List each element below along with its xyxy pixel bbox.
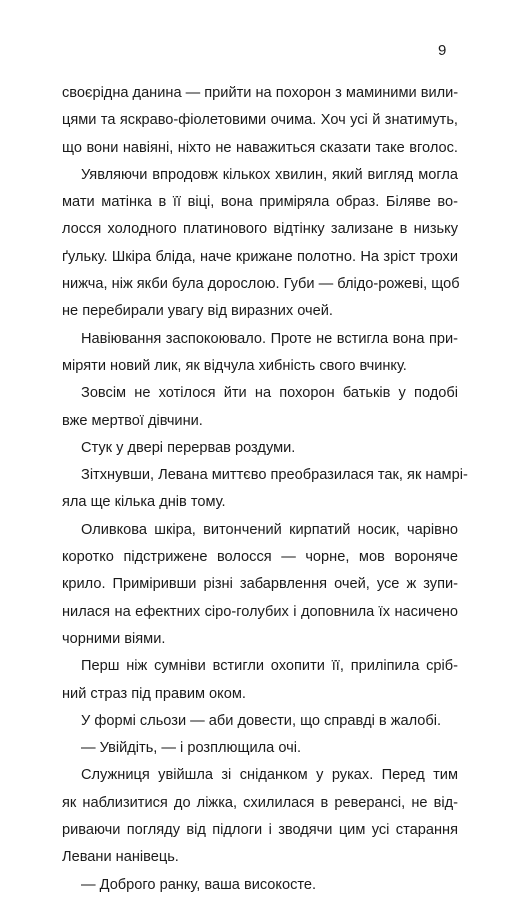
text-line: Служниця увійшла зі сніданком у руках. Перед тим [81, 767, 458, 784]
text-line: Оливкова шкіра, витончений кирпатий носик, чарівно [81, 521, 458, 538]
text-line: — Доброго ранку, ваша високосте. [81, 876, 317, 893]
page-number: 9 [438, 42, 447, 59]
text-line: Перш ніж сумніви встигли охопити її, приліпила сріб- [81, 658, 458, 675]
text-line: — Увійдіть, — і розплющила очі. [81, 740, 302, 757]
text-line: крило. Приміривши різні забарвлення очей, усе ж зупи- [62, 576, 458, 593]
text-line: своєрідна данина — прийти на похорон з маминими вили- [62, 85, 459, 101]
text-line: не перебирали увагу від виразних очей. [62, 303, 333, 320]
text-line: Уявляючи впродовж кількох хвилин, який вигляд могла [81, 166, 458, 183]
text-line: мати матінка в її віці, вона приміряла образ. Біляве во- [62, 194, 458, 211]
text-line: ґульку. Шкіра бліда, наче крижане полотно. На зріст трохи [62, 248, 458, 265]
text-line: лосся холодного платинового відтінку зализане в низьку [62, 221, 458, 238]
text-line: цями та яскраво-фіолетовими очима. Хоч усі й знатимуть, [62, 112, 458, 129]
text-line: Стук у двері перервав роздуми. [81, 439, 296, 456]
text-line: нилася на ефектних сіро-голубих і доповнила їх насичено [62, 603, 458, 620]
text-line: нижча, ніж якби була дорослою. Губи — блідо-рожеві, щоб [62, 276, 460, 293]
text-line: яла ще кілька днів тому. [62, 494, 226, 511]
text-line: коротко підстрижене волосся — чорне, мов вороняче [62, 549, 458, 566]
body-text [62, 80, 468, 899]
text-line: чорними віями. [62, 630, 166, 647]
text-line: У формі сльози — аби довести, що справді в жалобі. [81, 712, 442, 729]
text-line: Навіювання заспокоювало. Проте не встигла вона при- [81, 330, 458, 347]
text-line: міряти новий лик, як відчула хибність свого вчинку. [62, 357, 407, 374]
text-line: Левани нанівець. [62, 849, 179, 866]
text-line: вже мертвої дівчини. [62, 412, 203, 429]
text-line: Зовсім не хотілося йти на похорон батьків у подобі [81, 385, 458, 402]
text-line: як наблизитися до ліжка, схилилася в реверансі, не від- [62, 794, 458, 811]
text-line: ний страз під правим оком. [62, 685, 246, 702]
text-line: що вони навіяні, ніхто не наважиться сказати таке вголос. [62, 139, 458, 156]
text-line: Зітхнувши, Левана миттєво преобразилася так, як намрі- [81, 467, 468, 484]
text-line: риваючи погляду від підлоги і зводячи цим усі старання [62, 822, 458, 839]
